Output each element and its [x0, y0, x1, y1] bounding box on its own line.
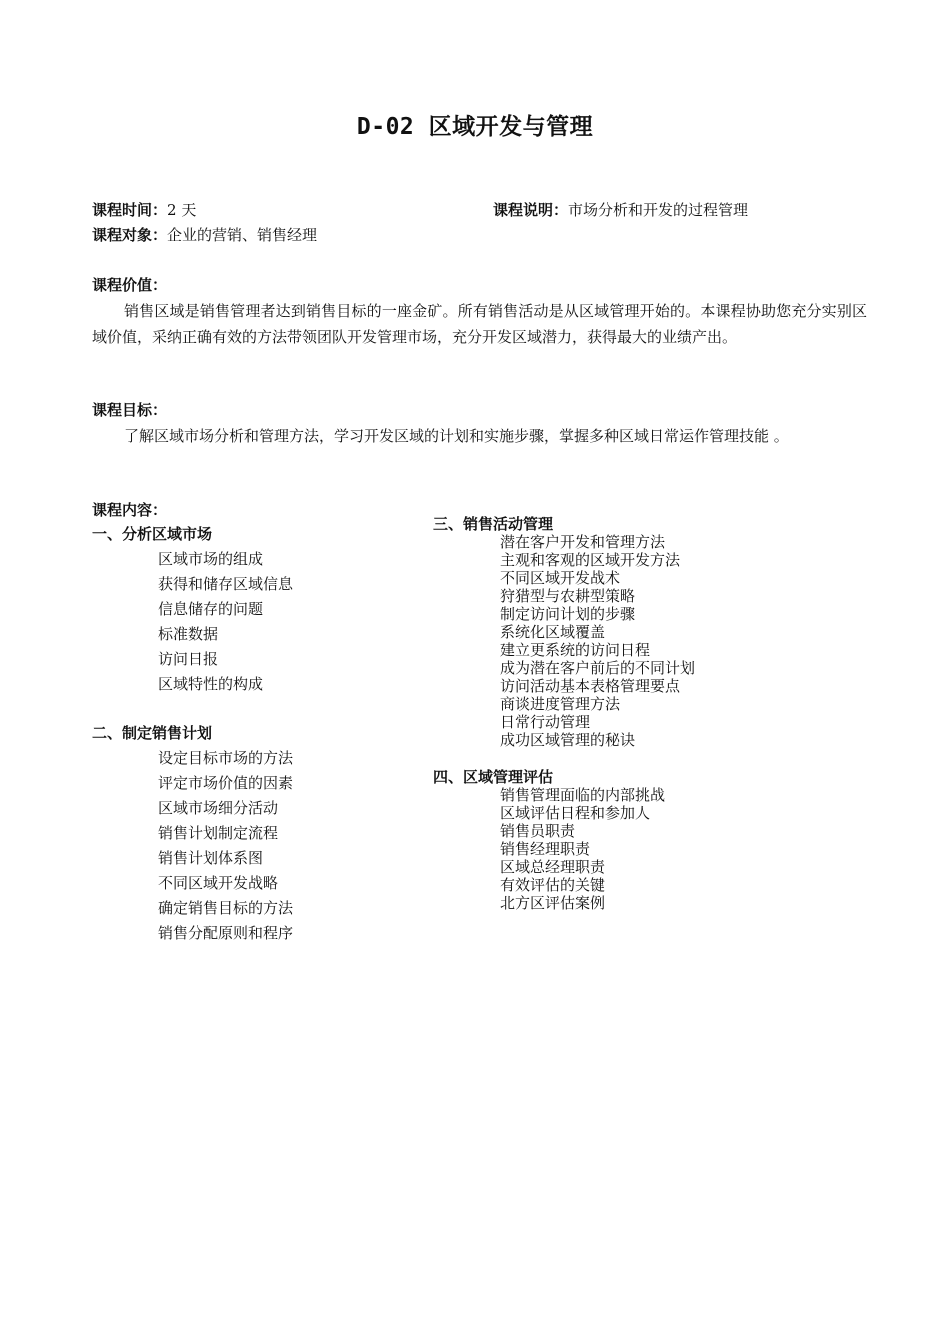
list-item-text: 制定访问计划的步骤	[500, 605, 636, 623]
list-item-text: 信息储存的问题	[158, 600, 264, 618]
list-item	[466, 605, 695, 623]
section-title: 四、区域管理评估	[433, 768, 554, 786]
list-item	[124, 796, 293, 821]
list-item	[124, 672, 293, 697]
list-item	[124, 572, 293, 597]
course-audience-label: 课程对象：	[92, 226, 168, 244]
list-item	[466, 659, 695, 677]
list-item	[466, 587, 695, 605]
course-audience-value: 企业的营销、销售经理	[167, 226, 318, 244]
list-item-text: 商谈进度管理方法	[500, 695, 621, 713]
list-item	[124, 597, 293, 622]
list-item-text: 销售计划制定流程	[158, 824, 279, 842]
list-item	[124, 896, 293, 921]
section-title: 一、分析区域市场	[92, 525, 213, 543]
list-item	[124, 647, 293, 672]
course-audience	[92, 223, 317, 248]
list-item	[466, 623, 695, 641]
list-item	[466, 641, 695, 659]
list-item	[466, 804, 665, 822]
list-item	[466, 713, 695, 731]
goal-heading: 课程目标：	[92, 401, 168, 419]
content-heading: 课程内容：	[92, 501, 168, 519]
course-time-value: 2 天	[167, 201, 197, 219]
list-item	[466, 822, 665, 840]
value-text: 销售区域是销售管理者达到销售目标的一座金矿。所有销售活动是从区域管理开始的。本课程协助您充分实别区域价值，采纳正确有效的方法带领团队开发管理市场，充分开发区域潜力，获得最大的业绩产出。	[92, 302, 867, 346]
section-list	[466, 533, 695, 749]
section-list	[466, 786, 665, 912]
list-item	[466, 894, 665, 912]
list-item	[124, 846, 293, 871]
section-title: 三、销售活动管理	[433, 515, 554, 533]
list-item-text: 获得和储存区域信息	[158, 575, 294, 593]
list-item-text: 销售计划体系图	[158, 849, 264, 867]
list-item-text: 成为潜在客户前后的不同计划	[500, 659, 696, 677]
list-item-text: 区域特性的构成	[158, 675, 264, 693]
list-item-text: 系统化区域覆盖	[500, 623, 606, 641]
goal-text: 了解区域市场分析和管理方法，学习开发区域的计划和实施步骤，掌握多种区域日常运作管理技能 。	[124, 427, 789, 445]
list-item	[124, 921, 293, 946]
list-item-text: 访问日报	[158, 650, 219, 668]
list-item-text: 建立更系统的访问日程	[500, 641, 651, 659]
list-item-text: 不同区域开发战略	[158, 874, 279, 892]
list-item-text: 北方区评估案例	[500, 894, 606, 912]
list-item	[466, 569, 695, 587]
list-item	[466, 677, 695, 695]
list-item	[466, 876, 665, 894]
list-item-text: 区域市场的组成	[158, 550, 264, 568]
list-item-text: 销售管理面临的内部挑战	[500, 786, 666, 804]
list-item-text: 标准数据	[158, 625, 219, 643]
list-item	[124, 622, 293, 647]
list-item	[466, 786, 665, 804]
list-item	[466, 731, 695, 749]
document-title: D-02 区域开发与管理	[356, 114, 594, 140]
section-list	[124, 547, 293, 697]
list-item-text: 潜在客户开发和管理方法	[500, 533, 666, 551]
list-item-text: 销售分配原则和程序	[158, 924, 294, 942]
course-note-value: 市场分析和开发的过程管理	[568, 201, 749, 219]
section-list	[124, 746, 293, 946]
list-item-text: 评定市场价值的因素	[158, 774, 294, 792]
list-item	[466, 551, 695, 569]
section-title: 二、制定销售计划	[92, 724, 213, 742]
list-item-text: 日常行动管理	[500, 713, 591, 731]
list-item-text: 访问活动基本表格管理要点	[500, 677, 681, 695]
list-item	[124, 547, 293, 572]
list-item	[124, 821, 293, 846]
list-item-text: 狩猎型与农耕型策略	[500, 587, 636, 605]
list-item-text: 有效评估的关键	[500, 876, 606, 894]
list-item-text: 区域总经理职责	[500, 858, 606, 876]
course-time-label: 课程时间：	[92, 201, 168, 219]
list-item-text: 销售员职责	[500, 822, 576, 840]
list-item-text: 设定目标市场的方法	[158, 749, 294, 767]
list-item	[124, 871, 293, 896]
list-item-text: 成功区域管理的秘诀	[500, 731, 636, 749]
list-item	[466, 695, 695, 713]
list-item-text: 区域市场细分活动	[158, 799, 279, 817]
list-item-text: 主观和客观的区域开发方法	[500, 551, 681, 569]
list-item	[124, 746, 293, 771]
course-note	[493, 198, 748, 223]
list-item-text: 确定销售目标的方法	[158, 899, 294, 917]
value-heading: 课程价值：	[92, 276, 168, 294]
course-time	[92, 198, 196, 223]
list-item	[466, 858, 665, 876]
list-item-text: 销售经理职责	[500, 840, 591, 858]
list-item-text: 不同区域开发战术	[500, 569, 621, 587]
list-item	[124, 771, 293, 796]
course-note-label: 课程说明：	[493, 201, 569, 219]
list-item	[466, 840, 665, 858]
list-item-text: 区域评估日程和参加人	[500, 804, 651, 822]
list-item	[466, 533, 695, 551]
